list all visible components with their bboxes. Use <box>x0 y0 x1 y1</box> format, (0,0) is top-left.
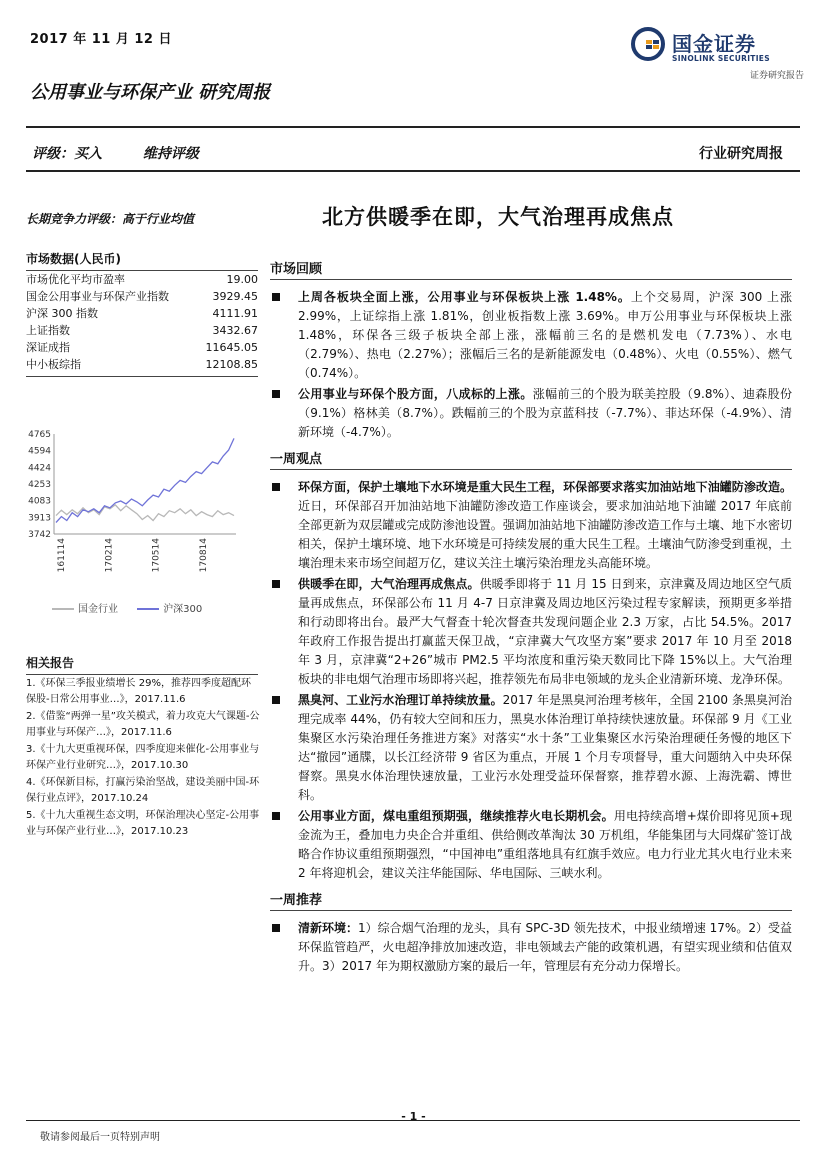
market-data-value: 3432.67 <box>212 324 258 337</box>
chart-y-tick-label: 3742 <box>28 530 51 540</box>
bullet-text: 上个交易周，沪深 300 上涨 2.99%，上证综指上涨 1.81%，创业板指数上涨 3.69%。申万公用事业与环保板块上涨 1.48%，环保各三级子板块全部上涨，涨幅前三名的是燃机发电（7.73%）、水电（2.79%）、热电（2.27%）；涨幅后三名的是新能源发电（0.48%）、火电（0.55%）、燃气（0.74%）。 <box>298 290 792 380</box>
bullet-text: 用电持续高增+煤价即将见顶+现金流为王，叠加电力央企合并重组、供给侧改革淘汰 30 万机组，华能集团与大同煤矿签订战略合作协议重组预期强烈，“中国神电”重组落地具有红旗手效应。电力行业尤其火电行业未来 2 年将迎机会，建议关注华能国际、华电国际、三峡水利。 <box>298 809 792 880</box>
bullet-square-icon <box>272 390 280 398</box>
sinolink-logo-icon <box>630 26 666 62</box>
footer-divider <box>26 1120 800 1121</box>
legend-swatch-hs300 <box>137 608 159 610</box>
bullet-square-icon <box>272 580 280 588</box>
legend-swatch-industry <box>52 608 74 610</box>
bullet-paragraph <box>270 385 792 442</box>
bullet-lead: 环保方面，保护土壤地下水环境是重大民生工程，环保部要求落实加油站地下油罐防渗改造。 <box>298 480 792 494</box>
market-data-value: 12108.85 <box>205 358 258 371</box>
logo-english-name: SINOLINK SECURITIES <box>672 54 770 63</box>
bullet-paragraph <box>270 919 792 976</box>
related-reports-title: 相关报告 <box>26 654 258 675</box>
bullet-paragraph <box>270 575 792 689</box>
market-data-value: 4111.91 <box>212 307 258 320</box>
related-reports-list <box>26 676 260 841</box>
bullet-text: 涨幅前三的个股为联美控股（9.8%）、迪森股份（9.1%）格林美（8.7%）。跌幅前三的个股为京蓝科技（-7.7%）、菲达环保（-4.9%）、清新环境（-4.7%）。 <box>298 387 792 439</box>
rating-row <box>32 143 199 163</box>
bullet-lead: 上周各板块全面上涨，公用事业与环保板块上涨 1.48%。 <box>298 290 631 304</box>
chart-legend <box>52 600 218 615</box>
bullet-lead: 公用事业与环保个股方面，八成标的上涨。 <box>298 387 533 401</box>
market-data-value: 11645.05 <box>205 341 258 354</box>
related-report-item[interactable]: 2.《借鉴“两弹一星”攻关模式，着力攻克大气课题-公用事业与环保产…》，2017.11.6 <box>26 711 260 738</box>
bullet-lead: 供暖季在即，大气治理再成焦点。 <box>298 577 480 591</box>
bullet-lead: 黑臭河、工业污水治理订单持续放量。 <box>298 693 503 707</box>
chart-y-tick-label: 4765 <box>28 430 51 440</box>
market-data-row <box>26 322 258 339</box>
market-data-row <box>26 271 258 288</box>
section-heading: 一周推荐 <box>270 889 792 911</box>
rating-note: 维持评级 <box>142 146 199 162</box>
chart-y-tick-label: 4424 <box>28 463 51 474</box>
market-data-label: 深证成指 <box>26 341 70 354</box>
market-data-row <box>26 305 258 322</box>
bullet-lead: 公用事业方面，煤电重组预期强，继续推荐火电长期机会。 <box>298 809 614 823</box>
market-data-row <box>26 288 258 305</box>
related-report-item[interactable]: 1.《环保三季报业绩增长 29%，推荐四季度超配环保股-日常公用事业…》，2017.11.6 <box>26 678 251 705</box>
related-report-item[interactable]: 3.《十九大更重视环保，四季度迎来催化-公用事业与环保产业行业研究…》，2017.10.30 <box>26 744 260 771</box>
related-report-item[interactable]: 5.《十九大重视生态文明，环保治理决心坚定-公用事业与环保产业行业…》，2017.10.23 <box>26 810 260 837</box>
bullet-paragraph <box>270 288 792 383</box>
footer-disclaimer: 敬请参阅最后一页特别声明 <box>40 1132 160 1143</box>
competitive-rating: 长期竞争力评级：高于行业均值 <box>26 212 195 226</box>
section-heading: 市场回顾 <box>270 258 792 280</box>
main-content <box>270 258 792 982</box>
bullet-text: 2017 年是黑臭河治理考核年，全国 2100 条黑臭河治理完成率 44%，仍有较大空间和压力，黑臭水体治理订单持续快速放量。环保部 9 月《工业集聚区水污染治理任务推进方案》对落实“水十条”工业集聚区水污染治理硬任务慢的地区下达“撤园”通牒，以长江经济带 9 省区为重点，开展 1 个月专项督导，重大问题纳入中央环保督察。黑臭水体治理快速放量，工业污水处理受益环保督察，推荐碧水源、上海洗霸、博世科。 <box>298 693 792 802</box>
market-data-label: 上证指数 <box>26 324 70 337</box>
bullet-paragraph <box>270 478 792 573</box>
market-data-panel <box>26 250 258 377</box>
header-divider-bottom <box>26 170 800 172</box>
rating-label: 评级： <box>32 146 74 162</box>
chart-y-tick-label: 4594 <box>28 446 51 457</box>
market-data-value: 3929.45 <box>212 290 258 303</box>
section-heading: 一周观点 <box>270 448 792 470</box>
bullet-text: 近日，环保部召开加油站地下油罐防渗改造工作座谈会，要求加油站地下油罐 2017 年底前全部更新为双层罐或完成防渗池设置。强调加油站地下油罐防渗改造工作与土壤、地下水密切相关，保护土壤环境、地下水环境是可持续发展的重大民生工程。土壤油气防渗受到重视，土壤治理未来市场空间超万亿，建议关注土壤污染治理龙头高能环境。 <box>298 499 792 570</box>
rating-value: 买入 <box>74 146 102 162</box>
chart-y-tick-label: 4083 <box>28 496 51 507</box>
chart-x-tick-label: 170514 <box>151 538 162 573</box>
index-performance-chart <box>26 424 246 574</box>
market-data-value: 19.00 <box>226 273 258 286</box>
bullet-square-icon <box>272 696 280 704</box>
legend-label-industry: 国金行业 <box>78 604 118 615</box>
bullet-paragraph <box>270 807 792 883</box>
market-data-row <box>26 356 258 376</box>
chart-x-tick-label: 170214 <box>104 538 115 573</box>
logo-chinese-name: 国金证券 <box>672 32 756 56</box>
chart-y-tick-label: 3913 <box>28 513 51 524</box>
market-data-label: 国金公用事业与环保产业指数 <box>26 290 169 303</box>
market-data-table <box>26 271 258 376</box>
chart-x-tick-label: 161114 <box>57 538 67 573</box>
chart-series-hs300-line <box>56 438 234 522</box>
market-data-label: 沪深 300 指数 <box>26 307 98 320</box>
content-section <box>270 258 792 442</box>
report-type: 行业研究周报 <box>699 146 783 162</box>
bullet-text: 供暖季即将于 11 月 15 日到来，京津冀及周边地区空气质量再成焦点，环保部公布 11 月 4-7 日京津冀及周边地区污染过程专家解读，预期更多举措和行动即将出台。最严大气督查十轮次督查共发现问题企业 2.3 万家，占比 54.5%。2017 年政府工作报告提出打赢蓝天保卫战，“京津冀大气攻坚方案”要求 2017 年 10 月至 2018 年 3 月，京津冀“2+26”城市 PM2.5 平均浓度和重污染天数同比下降 15%以上。大气治理板块的非电烟气治理市场即将兴起，推荐领先布局非电领域的龙头企业清新环境、龙净环保。 <box>298 577 792 686</box>
chart-y-tick-label: 4253 <box>28 480 51 490</box>
company-logo <box>630 24 810 80</box>
series-title: 公用事业与环保产业 研究周报 <box>30 82 271 103</box>
bullet-square-icon <box>272 924 280 932</box>
bullet-lead: 清新环境： <box>298 921 359 935</box>
legend-label-hs300: 沪深300 <box>163 604 203 615</box>
content-section <box>270 889 792 976</box>
chart-x-tick-label: 170814 <box>199 538 209 573</box>
page-number: - 1 - <box>401 1110 426 1123</box>
bullet-square-icon <box>272 812 280 820</box>
market-data-label: 市场优化平均市盈率 <box>26 273 125 286</box>
bullet-square-icon <box>272 483 280 491</box>
header-divider-top <box>26 126 800 128</box>
logo-subtitle: 证券研究报告 <box>750 71 805 81</box>
bullet-paragraph <box>270 691 792 805</box>
market-data-label: 中小板综指 <box>26 358 81 371</box>
bullet-square-icon <box>272 293 280 301</box>
bullet-text: 1）综合烟气治理的龙头，具有 SPC-3D 领先技术，中报业绩增速 17%。2）受益环保监管趋严，火电超净排放加速改造，非电领域去产能的政策机遇，有望实现业绩和估值双升。3）2017 年为期权激励方案的最后一年，管理层有充分动力保增长。 <box>298 921 792 973</box>
report-date: 2017 年 11 月 12 日 <box>30 32 172 47</box>
market-data-row <box>26 339 258 356</box>
market-data-title: 市场数据(人民币) <box>26 250 258 271</box>
content-section <box>270 448 792 883</box>
report-title: 北方供暖季在即，大气治理再成焦点 <box>322 205 674 229</box>
chart-series-industry-line <box>56 505 234 521</box>
related-report-item[interactable]: 4.《环保新目标，打赢污染治坚战，建设美丽中国-环保行业点评》，2017.10.24 <box>26 777 260 804</box>
